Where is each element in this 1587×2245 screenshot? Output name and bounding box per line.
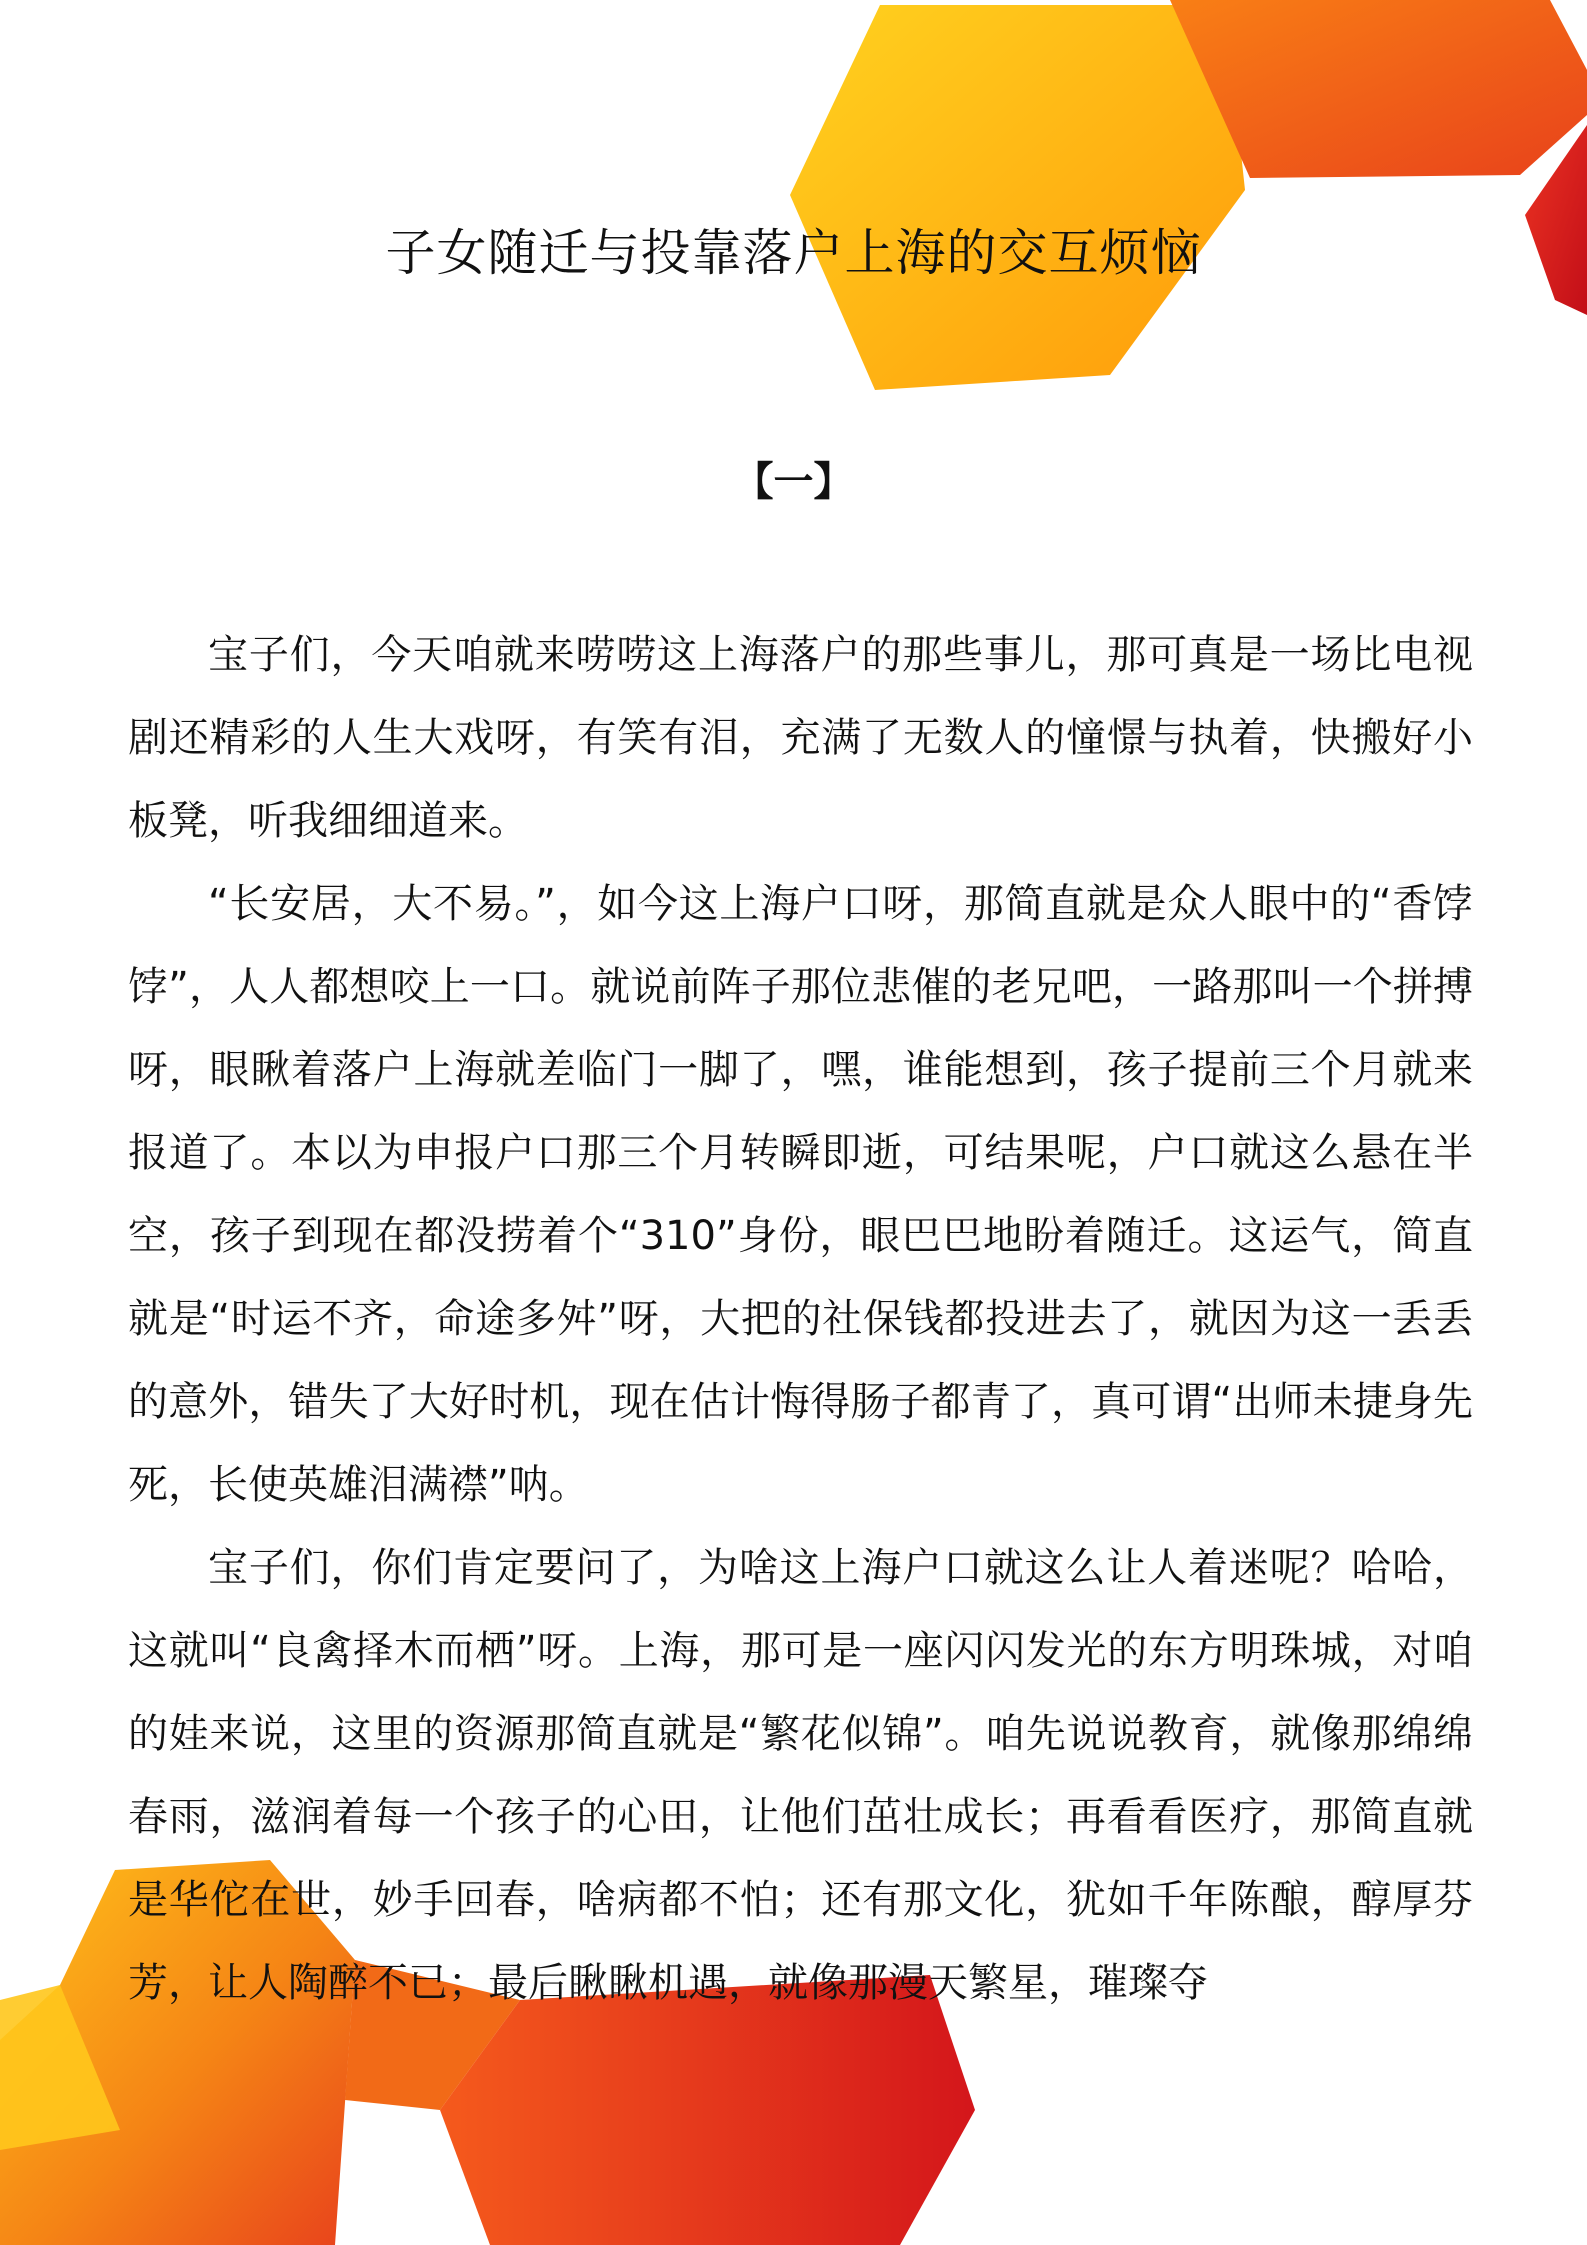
section-heading: 【一】 [733,459,854,505]
paragraph-1: 宝子们，今天咱就来唠唠这上海落户的那些事儿，那可真是一场比电视剧还精彩的人生大戏呀，有笑有泪，充满了无数人的憧憬与执着，快搬好小板凳，听我细细道来。 [128,632,1473,844]
paragraph-2: “长安居，大不易。”，如今这上海户口呀，那简直就是众人眼中的“香饽饽”，人人都想咬上一口。就说前阵子那位悲催的老兄吧，一路那叫一个拼搏呀，眼瞅着落户上海就差临门一脚了，嘿，谁能想到，孩子提前三个月就来报道了。本以为申报户口那三个月转瞬即逝，可结果呢，户口就这么悬在半空，孩子到现在都没捞着个“310”身份，眼巴巴地盼着随迁。这运气，简直就是“时运不齐，命途多舛”呀，大把的社保钱都投进去了，就因为这一丢丢的意外，错失了大好时机，现在估计悔得肠子都青了，真可谓“出师未捷身先死，长使英雄泪满襟”呐。 [128,881,1473,1508]
paragraph-3: 宝子们，你们肯定要问了，为啥这上海户口就这么让人着迷呢？哈哈，这就叫“良禽择木而栖”呀。上海，那可是一座闪闪发光的东方明珠城，对咱的娃来说，这里的资源那简直就是“繁花似锦”。咱先说说教育，就像那绵绵春雨，滋润着每一个孩子的心田，让他们茁壮成长；再看看医疗，那简直就是华佗在世，妙手回春，啥病都不怕；还有那文化，犹如千年陈酿，醇厚芬芳，让人陶醉不已；最后瞅瞅机遇，就像那漫天繁星，璀璨夺 [128,1545,1473,2006]
document-title: 子女随迁与投靠落户上海的交互烦恼 [385,224,1202,282]
document-body [128,614,1473,2025]
